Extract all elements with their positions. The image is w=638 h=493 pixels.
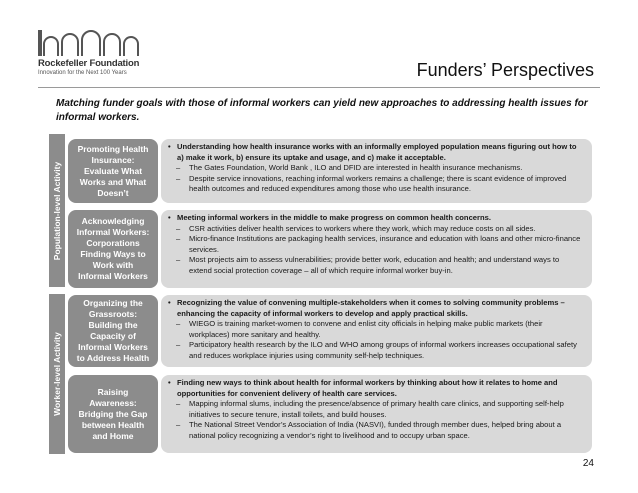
activity-label <box>68 375 158 453</box>
page-subtitle: Matching funder goals with those of informal workers can yield new approaches to addressing health issues for informal workers. <box>56 98 588 123</box>
sub-bullet: – CSR activities deliver health services to workers where they work, which may reduce costs on all sides. <box>168 224 584 235</box>
activity-row-grassroots <box>68 295 592 367</box>
sub-bullet: – Most projects aim to assess vulnerabilities; provide better work, education and health; and understand ways to extend social protection coverage – all of which require informal worker buy-in. <box>168 255 584 276</box>
sub-bullet: – Mapping informal slums, including the presence/absence of primary health care clinics, and supporting self-help initiatives to secure tenure, install toilets, and build houses. <box>168 399 584 420</box>
logo-name: Rockefeller Foundation <box>38 58 140 69</box>
activity-label-line: to Address Health <box>76 353 150 363</box>
activity-label-line: Works and What <box>79 176 147 187</box>
sub-bullet: – Micro-finance Institutions are packaging health services, insurance and education with loans and other micro-finance services. <box>168 234 584 255</box>
main-bullet: • Meeting informal workers in the middle to make progress on common health concerns. <box>168 213 584 224</box>
activity-label-line: Grassroots: <box>88 309 138 319</box>
activity-label-line: Awareness: <box>89 397 137 408</box>
group-label-worker-text: Worker-level Activity <box>52 332 62 416</box>
activity-label-line: Informal Workers <box>78 271 148 281</box>
activity-row-health-insurance <box>68 139 592 203</box>
activity-label-line: between Health <box>81 419 145 430</box>
activity-content <box>161 375 592 453</box>
activity-label-line: Raising <box>97 386 129 397</box>
activity-label-line: Bridging the Gap <box>78 408 148 419</box>
sub-bullet: – The National Street Vendor’s Association of India (NASVI), funded through member dues, helped bring about a national policy recognizing a vendor’s right to livelihood and to occupy urban space. <box>168 420 584 441</box>
page-title: Funders’ Perspectives <box>416 60 594 80</box>
activity-label-line: Informal Workers <box>78 342 148 352</box>
activity-label-line: Organizing the <box>83 298 143 308</box>
activity-label-line: Corporations <box>86 238 140 248</box>
activity-label-line: and Home <box>92 430 134 441</box>
logo-tagline: Innovation for the Next 100 Years <box>38 70 127 76</box>
group-label-worker <box>49 294 65 454</box>
page-number: 24 <box>582 458 594 469</box>
sub-bullet: – The Gates Foundation, World Bank , ILO and DFID are interested in health insurance mechanisms. <box>168 163 584 174</box>
activity-label-line: Finding Ways to <box>80 249 146 259</box>
activity-content <box>161 295 592 367</box>
group-label-population <box>49 134 65 287</box>
activity-row-corporations <box>68 210 592 288</box>
group-label-population-text: Population-level Activity <box>52 161 62 260</box>
activity-label-line: Doesn’t <box>97 187 129 198</box>
activity-content <box>161 139 592 203</box>
title-divider <box>38 87 600 88</box>
activity-label <box>68 139 158 203</box>
activity-label-line: Building the <box>88 320 138 330</box>
activity-label-line: Work with <box>92 260 134 270</box>
rockefeller-arches-icon <box>38 30 154 58</box>
main-bullet: • Finding new ways to think about health for informal workers by thinking about how it relates to home and opportunities for convenient delivery of health care services. <box>168 378 584 399</box>
activity-label <box>68 295 158 367</box>
sub-bullet: – Despite service innovations, reaching informal workers remains a challenge; there is scant evidence of improved health outcomes and reduced expenditures among those who use health insurance. <box>168 174 584 195</box>
sub-bullet: – Participatory health research by the ILO and WHO among groups of informal workers increases occupational safety and reduces workplace injuries using community self-help techniques. <box>168 340 584 361</box>
sub-bullet: – WIEGO is training market-women to convene and enlist city officials in helping make public markets (their workplaces) more sanitary and healthy. <box>168 319 584 340</box>
main-bullet: • Understanding how health insurance works with an informally employed population means figuring out how to a) make it work, b) ensure its uptake and usage, and c) make it acceptable. <box>168 142 584 163</box>
activity-label-line: Evaluate What <box>83 165 143 176</box>
activity-label-line: Insurance: <box>91 154 135 165</box>
activity-label-line: Informal Workers: <box>76 227 150 237</box>
main-bullet: • Recognizing the value of convening multiple-stakeholders when it comes to solving community problems – enhancing the capacity of informal workers to develop and apply practical skills. <box>168 298 584 319</box>
activity-label-line: Acknowledging <box>81 216 145 226</box>
activity-label-line: Promoting Health <box>77 143 149 154</box>
activity-content <box>161 210 592 288</box>
activity-row-awareness <box>68 375 592 453</box>
activity-label-line: Capacity of <box>90 331 136 341</box>
activity-label <box>68 210 158 288</box>
rockefeller-logo <box>38 30 188 80</box>
